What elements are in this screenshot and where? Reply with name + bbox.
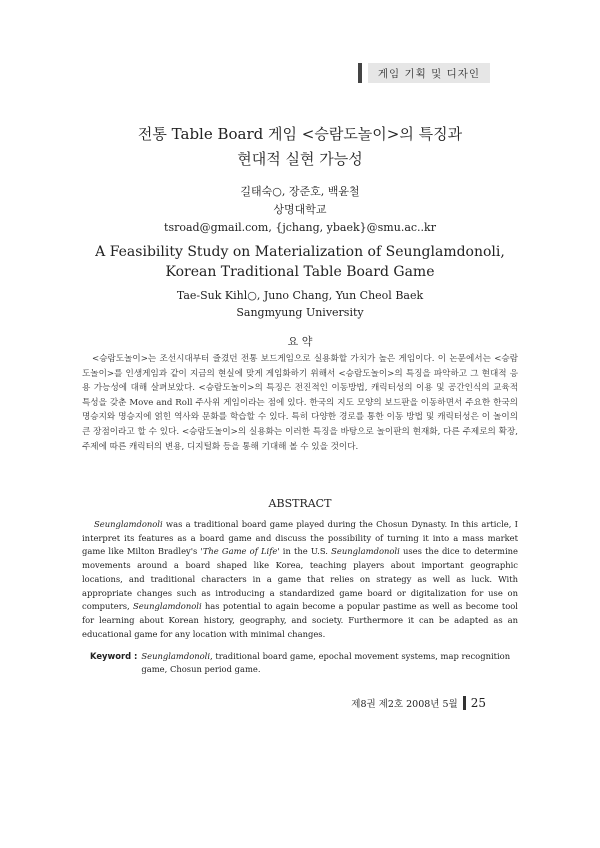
korean-title [60,122,540,172]
section-tag [358,63,490,83]
keyword-rest: , traditional board game, epochal movement systems, map recognition game, Chosun period game. [141,651,511,674]
author-emails: tsroad@gmail.com, {jchang, ybaek}@smu.ac..kr [164,221,436,234]
section-tag-label: 게임 기획 및 디자인 [368,63,490,83]
abstract-part-4: has potential to again become a popular pastime as well as become tool for learning about Korean history, geography, and society. Furthermore it can be adapted as an educational game for any location with minimal changes. [82,601,518,639]
summary-heading: 요 약 [287,335,313,348]
abstract-heading: ABSTRACT [268,497,332,510]
english-title-line-2: Korean Traditional Table Board Game [165,264,435,280]
english-affiliation: Sangmyung University [236,306,364,319]
korean-authors [60,183,540,237]
korean-title-line-1: 전통 Table Board 게임 <승람도놀이>의 특징과 [137,125,463,143]
abstract-term-1: Seunglamdonoli [94,519,163,529]
english-title [60,242,540,282]
english-author-names: Tae-Suk Kihl○, Juno Chang, Yun Cheol Baek [176,289,424,302]
abstract-term-2: Seunglamdonoli [331,546,400,557]
abstract-part-2: ' in the U.S. [277,546,332,557]
abstract-term-3: Seunglamdonoli [132,601,202,612]
section-tag-bar [358,63,362,83]
footer-divider [463,696,466,710]
abstract-part-3: uses the dice to determine movements around a board shaped like Korea, teaching players about important geographic locations, and traditional characters in a game that relies on strategy as well as luck. With appropriate changes such as introducing a standardized game board or digitalization for use on computers, [82,546,518,612]
korean-title-line-2: 현대적 실현 가능성 [237,150,363,168]
journal-issue: 제8권 제2호 2008년 5월 [351,699,458,710]
keywords-list [141,650,520,676]
english-abstract-text [82,518,518,641]
page-number: 25 [470,696,486,710]
keywords-label: Keyword : [90,651,138,661]
english-title-line-1: A Feasibility Study on Materialization of Seunglamdonoli, [95,244,505,260]
english-authors [60,287,540,321]
keyword-term: Seunglamdonoli [141,651,211,661]
korean-summary-text: <승람도놀이>는 조선시대부터 즐겼던 전통 보드게임으로 실용화할 가치가 높은 게임이다. 이 논문에서는 <승람도놀이>를 인생게임과 같이 지금의 현실에 맞게 게임화하기 위해서 <승람도놀이>의 특징을 파악하고 그 현대적 응용 가능성에 대해 살펴보았다. <승람도놀이>의 특징은 전진적인 이동방법, 캐릭터성의 이용 및 공간인식의 교육적 특성을 갖춘 Move and Roll 주사위 게임이라는 점에 있다. 한국의 지도 모양의 보드판을 이동하면서 주요한 한국의 명승지와 명승지에 얽힌 역사와 문화를 학습할 수 있다. 특히 다양한 경로를 통한 이동 방법 및 캐릭터성은 이 놀이의 큰 장점이라고 할 수 있다. <승람도놀이>의 실용화는 이러한 특징을 바탕으로 놀이판의 현재화, 다른 주제로의 확장, 주제에 따른 캐릭터의 변용, 디지털화 등을 통해 기대해 볼 수 있을 것이다. [82,354,518,452]
korean-affiliation: 상명대학교 [273,203,327,216]
korean-author-names: 길태숙○, 장준호, 백윤철 [240,185,360,198]
keywords [90,650,520,676]
abstract-game-title: The Game of Life [202,546,278,557]
abstract-part-1: was a traditional board game played during the Chosun Dynasty. In this article, I interpret its features as a board game and discuss the possibility of turning it into a mass market game like Milton Bradley's ' [82,519,518,557]
page-footer [351,696,486,710]
